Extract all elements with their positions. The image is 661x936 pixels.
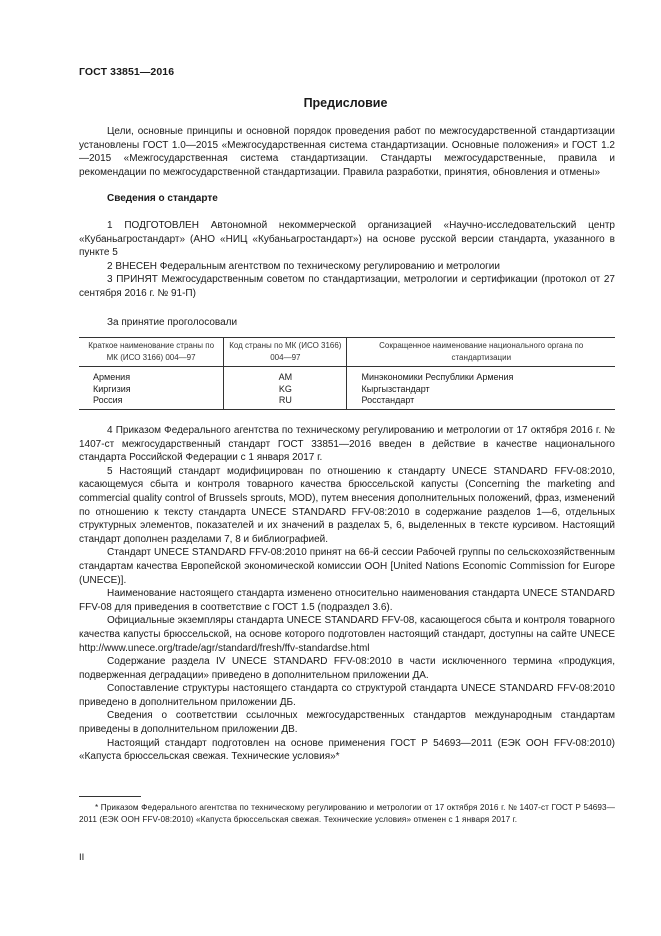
intro-paragraph: Цели, основные принципы и основной порядок проведения работ по межгосударственной стандартизации установлены ГОСТ 1.0—2015 «Межгосударственная система стандартизации. Основные положения» и ГОСТ 1.2—2015 «Межгосударственная система стандартизации. Стандарты межгосударственные, правила и рекомендации по межгосударственной стандартизации. Правила разработки, принятия, обновления и отмены» <box>79 126 615 178</box>
votes-table <box>79 337 615 410</box>
votes-cell-body: Кыргызстандарт <box>347 384 615 396</box>
votes-table-header-row <box>79 338 615 367</box>
votes-cell-country: Россия <box>79 395 224 409</box>
title-change-paragraph: Наименование настоящего стандарта изменено относительно наименования стандарта UNECE STANDARD FFV-08 для приведения в соответствие с ГОСТ 1.5 (подраздел 3.6). <box>79 588 615 613</box>
table-row <box>79 384 615 396</box>
standard-info-heading: Сведения о стандарте <box>107 193 218 205</box>
votes-cell-country: Киргизия <box>93 383 131 394</box>
document-code-header: ГОСТ 33851—2016 <box>79 66 175 78</box>
page-title: Предисловие <box>303 96 388 110</box>
annex-dv-paragraph: Сведения о соответствии ссылочных межгосударственных стандартов международным стандартам приведены в дополнительном приложении ДВ. <box>79 710 615 736</box>
annex-db-paragraph: Сопоставление структуры настоящего стандарта со структурой стандарта UNECE STANDARD FFV-08:2010 приведено в дополнительном приложении ДБ. <box>79 683 615 708</box>
table-row <box>79 395 615 409</box>
unece-adoption-paragraph: Стандарт UNECE STANDARD FFV-08:2010 принят на 66-й сессии Рабочей группы по сельскохозяйственным стандартам качества Европейской экономической комиссии ООН [United Nations Economic Commission for Europe (UNECE)]. <box>79 547 615 586</box>
votes-cell-code: RU <box>224 395 347 409</box>
item-1-paragraph: 1 ПОДГОТОВЛЕН Автономной некоммерческой организацией «Научно-исследовательский центр «Кубаньагростандарт» (АНО «НИЦ «Кубаньагростандарт») на основе русской версии стандарта, указанного в пункте 5 <box>79 219 615 259</box>
votes-cell-body: Росстандарт <box>347 395 615 409</box>
votes-caption: За принятие проголосовали <box>107 317 238 328</box>
table-row <box>79 367 615 384</box>
foreword-main-block <box>79 424 615 764</box>
votes-header-country: Краткое наименование страны по МК (ИСО 3166) 004—97 <box>79 338 224 367</box>
footnote: * Приказом Федерального агентства по техническому регулированию и метрологии от 17 октября 2016 г. № 1407-ст ГОСТ Р 54693—2011 (ЕЭК ООН FFV-08:2010) «Капуста брюссельская свежая. Технические условия» отменен с 1 января 2017 г. <box>79 803 615 825</box>
annex-da-paragraph: Содержание раздела IV UNECE STANDARD FFV-08:2010 в части исключенного термина «продукция, подверженная деградации» приведено в дополнительном приложении ДА. <box>79 656 615 681</box>
item-2-paragraph: 2 ВНЕСЕН Федеральным агентством по техническому регулированию и метрологии <box>107 260 500 272</box>
votes-cell-country: Армения <box>93 372 131 382</box>
votes-caption-block <box>79 316 615 330</box>
votes-cell-code: AM <box>224 367 347 384</box>
basis-standard-paragraph: Настоящий стандарт подготовлен на основе применения ГОСТ Р 54693—2011 (ЕЭК ООН FFV-08:2010) «Капуста брюссельская свежая. Технические условия»* <box>79 737 615 763</box>
item-5-paragraph: 5 Настоящий стандарт модифицирован по отношению к стандарту UNECE STANDARD FFV-08:2010, касающемуся сбыта и контроля товарного качества брюссельской капусты (Concerning the marketing and commercial quality control of Brussels sprouts, MOD), путем внесения дополнительных положений, фраз, изменений по отношению к тексту стандарта UNECE STANDARD FFV-08:2010 в содержание разделов 1—6, отдельных структурных элементов, показателей и их значений в разделах 5, 6, выделенных в тексте курсивом. Настоящий стандарт дополнен разделами 7, 8 и библиографией. <box>79 465 615 545</box>
foreword-intro-block <box>79 125 615 301</box>
votes-cell-code: KG <box>224 384 347 396</box>
official-copies-paragraph: Официальные экземпляры стандарта UNECE STANDARD FFV-08, касающегося сбыта и контроля товарного качества капусты брюссельской, на основе которого подготовлен настоящий стандарт, доступны на сайте UNECE http://www.unece.org/trade/agr/standard/fresh/ffv-standardse.html <box>79 615 615 654</box>
footnote-divider <box>79 796 141 797</box>
votes-header-body: Сокращенное наименование национального органа по стандартизации <box>347 338 615 367</box>
page-number: II <box>79 852 85 863</box>
votes-cell-body: Минэкономики Республики Армения <box>347 367 615 384</box>
item-4-paragraph: 4 Приказом Федерального агентства по техническому регулированию и метрологии от 17 октября 2016 г. № 1407-ст межгосударственный стандарт ГОСТ 33851—2016 введен в действие в качестве национального стандарта Российской Федерации с 1 января 2017 г. <box>79 425 615 464</box>
item-3-paragraph: 3 ПРИНЯТ Межгосударственным советом по стандартизации, метрологии и сертификации (протокол от 27 сентября 2016 г. № 91-П) <box>79 274 615 299</box>
votes-header-code: Код страны по МК (ИСО 3166) 004—97 <box>224 338 347 367</box>
